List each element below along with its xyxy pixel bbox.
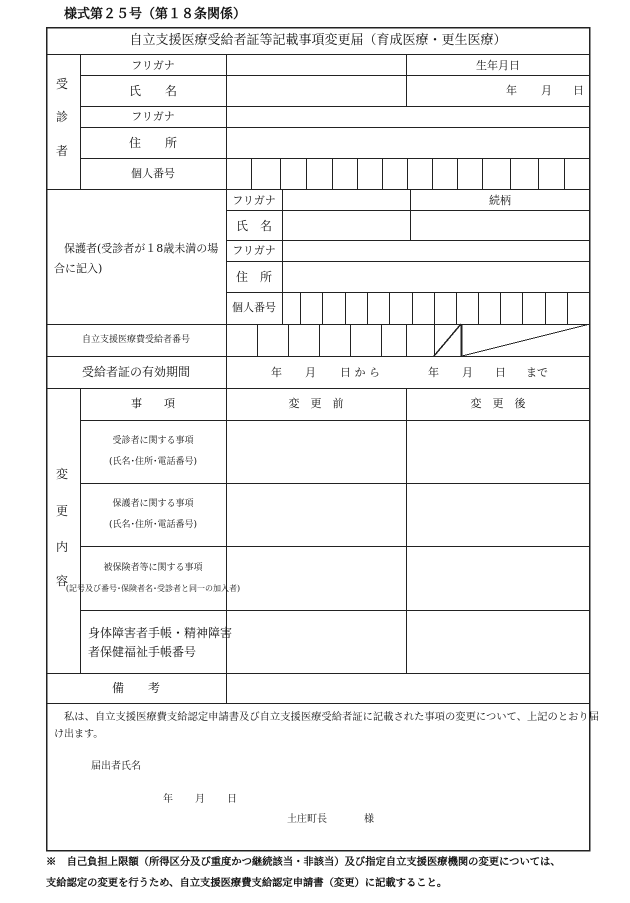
validity-label: 受給者証の有効期間 <box>81 365 191 379</box>
declaration-date-month: 月 <box>195 794 205 805</box>
patient-address-furigana-label: フリガナ <box>131 110 175 123</box>
change-item-guardian-line1: 保護者に関する事項 <box>112 499 194 509</box>
validity-to-year: 年 <box>428 366 439 379</box>
validity-to-month: 月 <box>462 366 473 379</box>
mayor-honorific: 様 <box>364 814 374 825</box>
declaration-date-year: 年 <box>163 794 173 805</box>
recipient-number-field[interactable] <box>227 325 461 356</box>
validity-from-month: 月 <box>305 366 316 379</box>
change-guardian-before-field[interactable] <box>227 484 406 546</box>
guardian-mynumber-field[interactable] <box>283 293 589 324</box>
patient-label-char-3: 者 <box>56 144 69 158</box>
changes-header-after: 変 更 後 <box>470 397 526 410</box>
remarks-field[interactable] <box>227 674 589 703</box>
patient-label-char-2: 診 <box>56 110 69 124</box>
guardian-furigana-label: フリガナ <box>232 194 276 207</box>
validity-to-day: 日 <box>495 366 506 379</box>
patient-address-furigana-field[interactable] <box>227 107 589 127</box>
applicant-name-label: 届出者氏名 <box>91 761 141 772</box>
guardian-name-label: 氏 名 <box>235 219 273 233</box>
declaration-text-line2: け出ます。 <box>54 729 104 740</box>
recipient-number-label: 自立支援医療費受給者番号 <box>81 335 191 345</box>
change-item-guardian-line2: (氏名･住所･電話番号) <box>108 520 198 530</box>
guardian-relation-field[interactable] <box>411 211 589 240</box>
form-title: 自立支援医療受給者証等記載事項変更届（育成医療・更生医療） <box>129 33 507 48</box>
change-handbook-before-field[interactable] <box>227 611 406 673</box>
validity-from-year: 年 <box>271 366 282 379</box>
declaration-text-line1: 私は、自立支援医療費支給認定申請書及び自立支援医療受給者証に記載された事項の変更について、上記のとおり届 <box>64 711 600 723</box>
change-item-insured-line1: 被保険者等に関する事項 <box>103 563 203 573</box>
change-patient-after-field[interactable] <box>407 421 589 483</box>
patient-furigana-label: フリガナ <box>131 59 175 72</box>
changes-header-before: 変 更 前 <box>288 397 344 410</box>
change-insured-before-field[interactable] <box>227 547 406 610</box>
validity-to-suffix: まで <box>526 366 548 379</box>
patient-birthdate-label: 生年月日 <box>476 59 520 72</box>
patient-birth-day-label: 日 <box>573 84 584 97</box>
patient-name-label: 氏 名 <box>128 84 178 98</box>
change-item-handbook-line1: 身体障害者手帳・精神障害 <box>88 626 233 640</box>
patient-address-label: 住 所 <box>128 136 178 150</box>
footnote-line2: 支給認定の変更を行うため、自立支援医療費支給認定申請書（変更）に記載すること。 <box>46 877 448 889</box>
guardian-address-label: 住 所 <box>235 270 273 284</box>
guardian-address-furigana-label: フリガナ <box>232 244 276 257</box>
change-item-handbook-line2: 者保健福祉手帳番号 <box>88 645 197 659</box>
changes-label-char-2: 更 <box>56 504 69 518</box>
change-item-insured-line2: (記号及び番号･保険者名･受診者と同一の加入者) <box>65 584 241 593</box>
patient-mynumber-field[interactable] <box>227 159 589 189</box>
change-insured-after-field[interactable] <box>407 547 589 610</box>
change-patient-before-field[interactable] <box>227 421 406 483</box>
validity-from-day: 日 か ら <box>340 366 380 379</box>
changes-header-item: 事 項 <box>131 397 175 410</box>
patient-address-field[interactable] <box>227 128 589 158</box>
patient-name-field[interactable] <box>227 76 406 106</box>
form-number: 様式第２５号（第１８条関係） <box>64 7 247 22</box>
guardian-section-label-line1: 保護者(受診者が１8歳未満の場 <box>64 242 219 255</box>
changes-label-char-3: 内 <box>56 540 69 554</box>
patient-label-char-1: 受 <box>56 77 69 91</box>
changes-label-char-4: 容 <box>56 574 69 588</box>
guardian-furigana-field[interactable] <box>283 190 410 210</box>
patient-furigana-field[interactable] <box>227 55 406 75</box>
guardian-address-field[interactable] <box>283 262 589 292</box>
guardian-relation-label: 続柄 <box>489 194 511 207</box>
patient-birth-year-label: 年 <box>506 84 517 97</box>
declaration-date-day: 日 <box>227 794 237 805</box>
guardian-address-furigana-field[interactable] <box>283 241 589 261</box>
changes-label-char-1: 変 <box>56 467 69 481</box>
patient-birthdate-field[interactable] <box>407 76 589 106</box>
mayor-title: 土庄町長 <box>287 814 327 825</box>
change-item-patient-line2: (氏名･住所･電話番号) <box>108 457 198 467</box>
patient-birth-month-label: 月 <box>541 84 552 97</box>
change-guardian-after-field[interactable] <box>407 484 589 546</box>
remarks-label: 備 考 <box>111 681 161 695</box>
patient-mynumber-label: 個人番号 <box>131 167 175 180</box>
applicant-name-field[interactable] <box>150 756 450 776</box>
guardian-mynumber-label: 個人番号 <box>232 301 276 314</box>
guardian-section-label-line2: 合に記入) <box>54 262 103 275</box>
guardian-name-field[interactable] <box>283 211 410 240</box>
change-item-patient-line1: 受診者に関する事項 <box>112 436 194 446</box>
footnote-line1: ※ 自己負担上限額（所得区分及び重度かつ継続該当・非該当）及び指定自立支援医療機関の変更については、 <box>46 856 561 868</box>
change-handbook-after-field[interactable] <box>407 611 589 673</box>
